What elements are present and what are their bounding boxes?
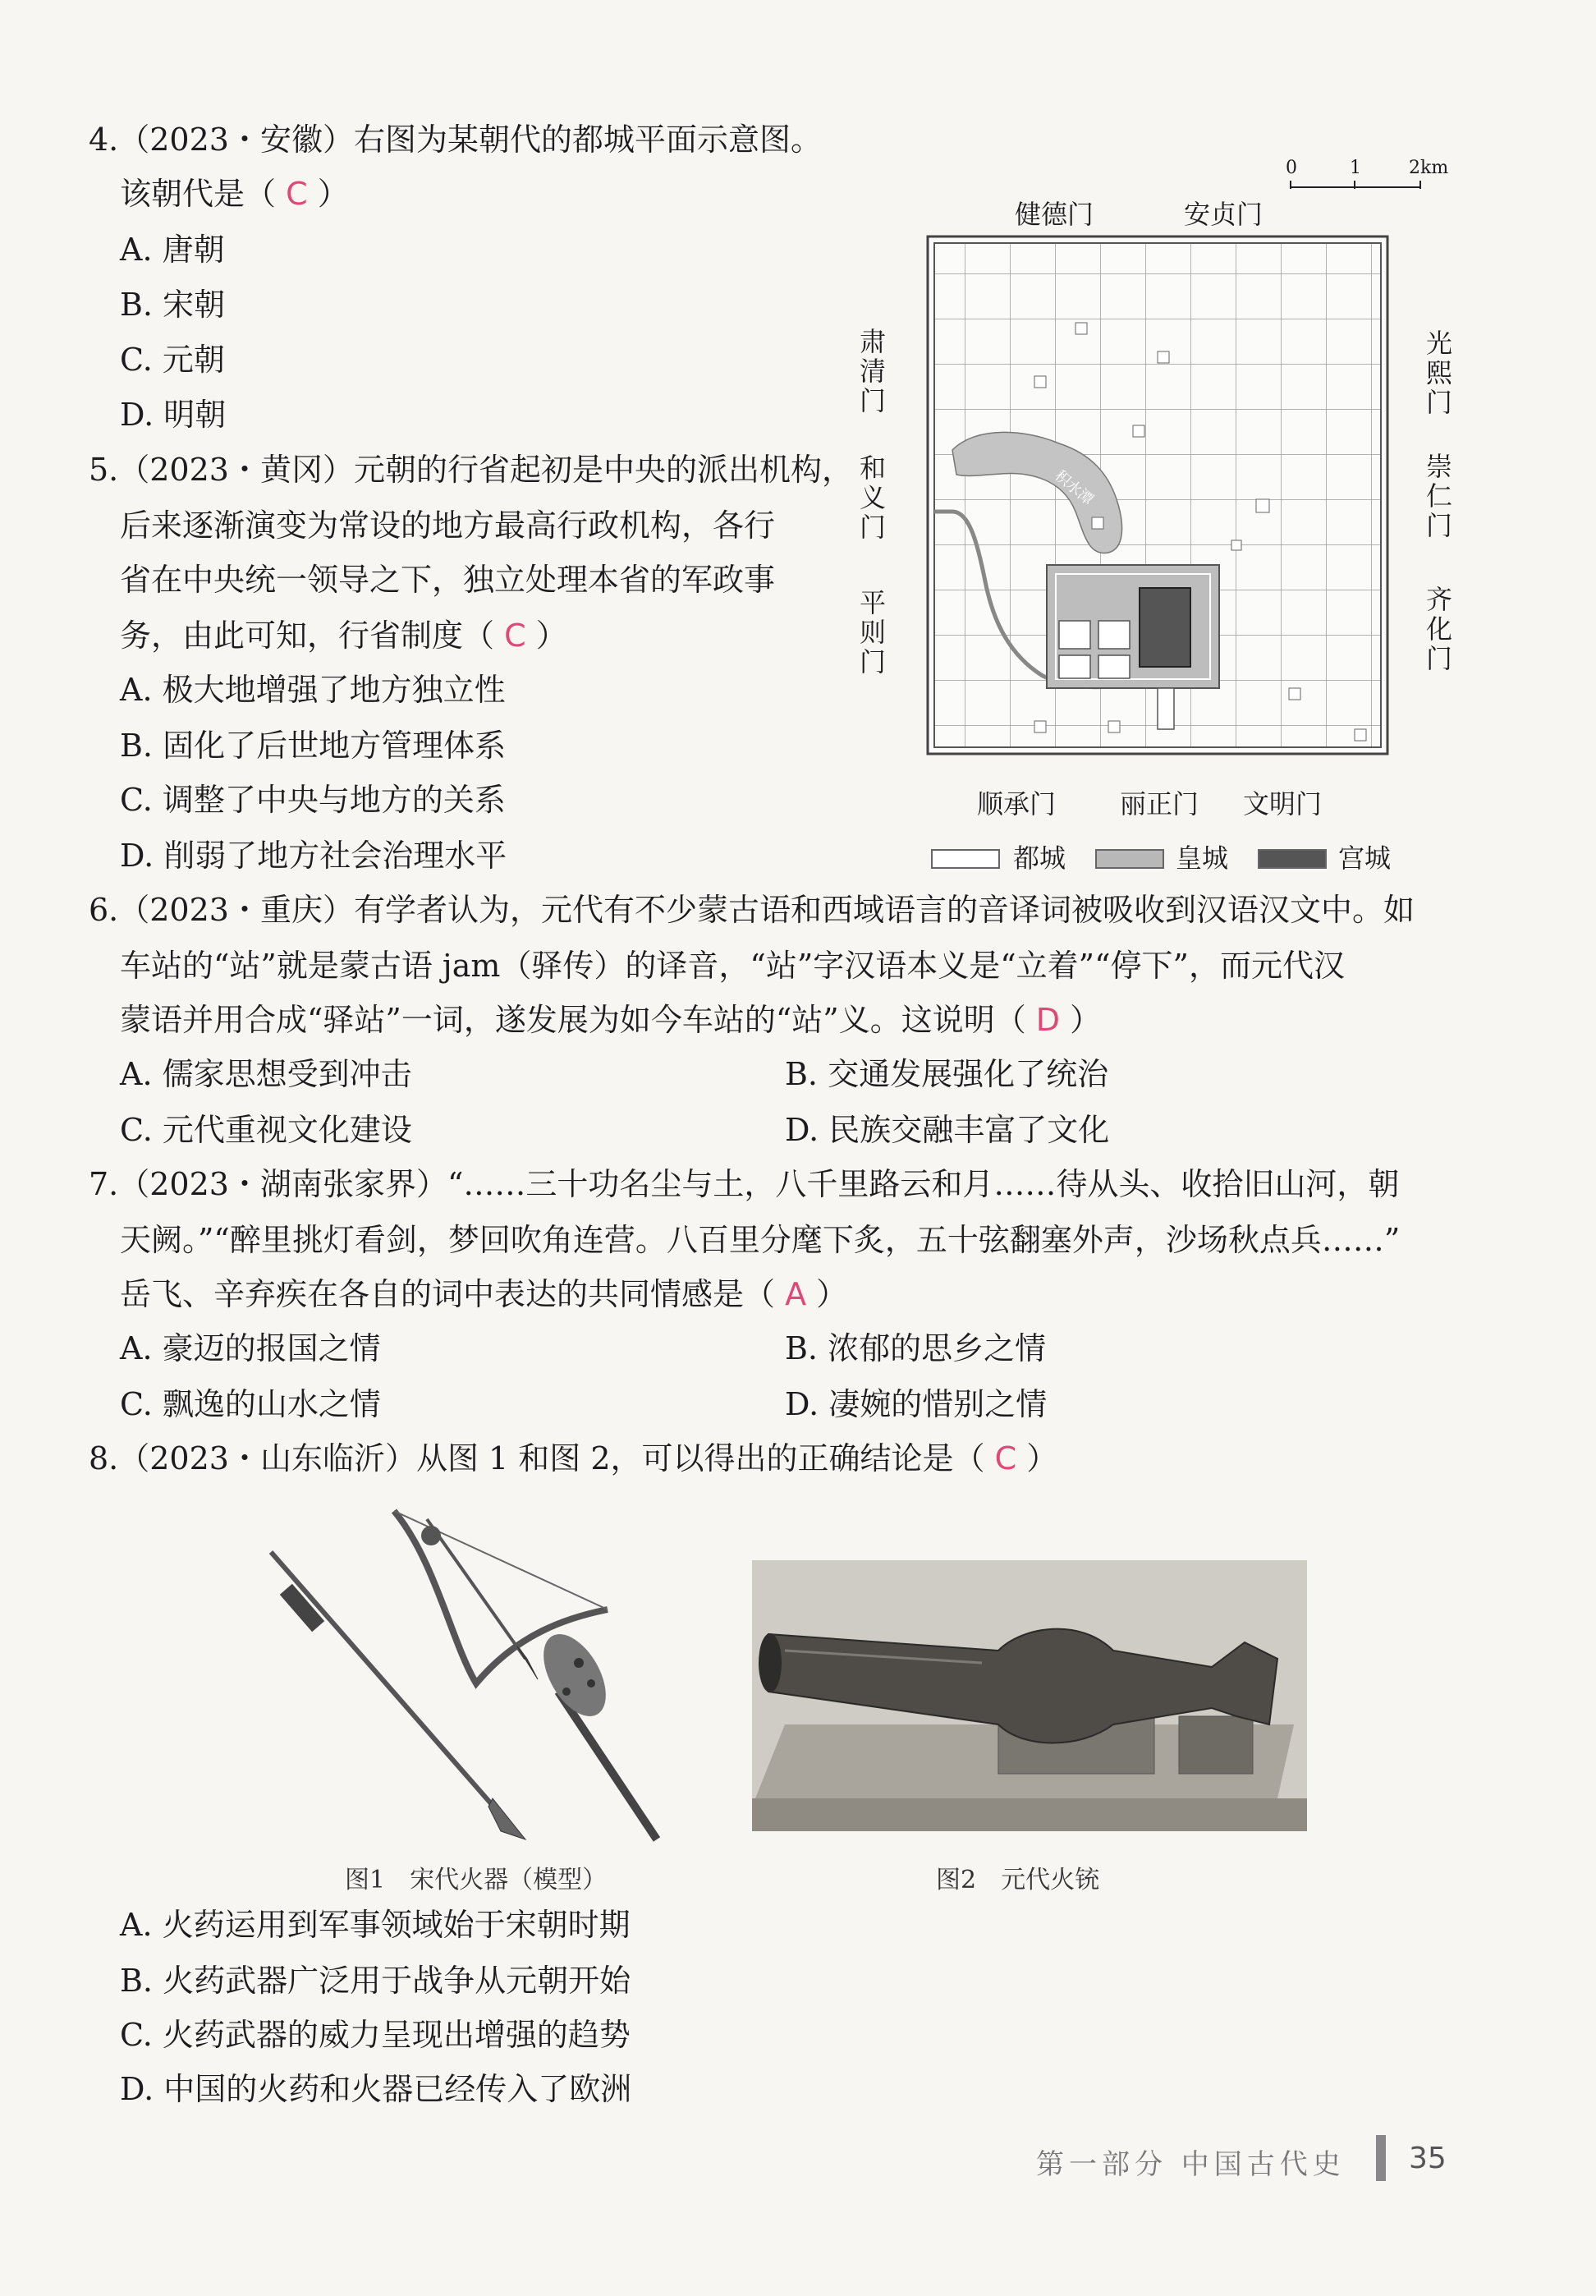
footer-section: 第一部分 中国古代史 — [1036, 2148, 1346, 2181]
q6-answer: D — [1035, 1002, 1061, 1038]
q5-suffix: ） — [525, 618, 567, 654]
fig2-caption: 图2 元代火铳 — [936, 1866, 1100, 1894]
q6-stem-line3 — [120, 1000, 1101, 1040]
q6-option-d: D. 民族交融丰富了文化 — [785, 1112, 1110, 1148]
q5-stem-line4 — [120, 616, 567, 655]
city-plan — [920, 228, 1396, 762]
q4-stem-line1: 4.（2023・安徽）右图为某朝代的都城平面示意图。 — [89, 122, 822, 158]
scale-tick-2km: 2km — [1409, 158, 1449, 178]
scale-tick-0: 0 — [1286, 158, 1297, 178]
q7-answer: A — [785, 1276, 807, 1312]
q7-option-d: D. 凄婉的惜别之情 — [785, 1386, 1048, 1422]
q6-option-a: A. 儒家思想受到冲击 — [120, 1056, 412, 1092]
legend-capital-swatch — [931, 849, 1000, 869]
scale-tick-1: 1 — [1350, 158, 1361, 178]
gate-lizheng: 丽正门 — [1120, 788, 1199, 820]
gate-jiande: 健德门 — [1015, 199, 1094, 230]
palace-city — [1140, 588, 1190, 667]
q4-option-c: C. 元朝 — [120, 342, 225, 378]
q6-stem-line1: 6.（2023・重庆）有学者认为，元代有不少蒙古语和西域语言的音译词被吸收到汉语汉文中。如 — [89, 892, 1415, 928]
legend-imperial-swatch — [1095, 849, 1164, 869]
q7-prefix: 岳飞、辛弃疾在各自的词中表达的共同情感是（ — [120, 1276, 786, 1312]
q5-stem-line3: 省在中央统一领导之下，独立处理本省的军政事 — [120, 562, 776, 598]
q5-option-d: D. 削弱了地方社会治理水平 — [120, 838, 507, 874]
gate-qihua: 齐化门 — [1425, 584, 1452, 674]
fig1-caption: 图1 宋代火器（模型） — [345, 1866, 608, 1894]
scale-bar — [1289, 179, 1429, 191]
q5-prefix: 务，由此可知，行省制度（ — [120, 618, 505, 654]
legend-imperial: 皇城 — [1176, 843, 1229, 874]
q5-answer: C — [504, 618, 526, 654]
q7-option-c: C. 飘逸的山水之情 — [120, 1386, 381, 1422]
q8-option-d: D. 中国的火药和火器已经传入了欧洲 — [120, 2071, 632, 2107]
q5-stem-line2: 后来逐渐演变为常设的地方最高行政机构，各行 — [120, 507, 776, 544]
q4-prefix: 该朝代是（ — [120, 176, 287, 212]
q4-option-a: A. 唐朝 — [120, 232, 225, 268]
gate-chongren: 崇仁门 — [1425, 451, 1452, 541]
gate-wenming: 文明门 — [1243, 788, 1323, 820]
q6-option-b: B. 交通发展强化了统治 — [785, 1056, 1109, 1092]
q6-option-c: C. 元代重视文化建设 — [120, 1112, 412, 1148]
q7-stem-line3 — [120, 1274, 847, 1314]
q8-stem — [89, 1439, 1057, 1478]
q4-option-b: B. 宋朝 — [120, 287, 226, 323]
gate-pingze: 平则门 — [859, 587, 886, 677]
legend-palace: 宫城 — [1338, 843, 1392, 874]
q7-stem-line1: 7.（2023・湖南张家界）“……三十功名尘与土，八千里路云和月……待从头、收拾旧山河，朝 — [89, 1166, 1400, 1202]
fig1-song-weapons — [255, 1495, 714, 1848]
q8-option-a: A. 火药运用到军事领域始于宋朝时期 — [120, 1907, 631, 1943]
q5-stem-line1: 5.（2023・黄冈）元朝的行省起初是中央的派出机构， — [89, 452, 853, 488]
q4-answer: C — [286, 176, 308, 212]
q7-suffix: ） — [806, 1276, 848, 1312]
q6-stem-line2: 车站的“站”就是蒙古语 jam（驿传）的译音，“站”字汉语本义是“立着”“停下”，而元代汉 — [120, 948, 1345, 984]
q6-suffix: ） — [1060, 1002, 1102, 1038]
page-number: 35 — [1409, 2142, 1447, 2175]
footer-divider — [1376, 2135, 1386, 2181]
gate-shuncheng: 顺承门 — [977, 788, 1057, 820]
cannon-illustration — [752, 1560, 1307, 1831]
q5-option-c: C. 调整了中央与地方的关系 — [120, 782, 506, 818]
gate-anzhen: 安贞门 — [1184, 199, 1264, 230]
legend-palace-swatch — [1258, 849, 1327, 869]
gate-heyi: 和义门 — [859, 452, 886, 543]
q8-suffix: ） — [1016, 1440, 1058, 1476]
q7-stem-line2: 天阙。”“醉里挑灯看剑，梦回吹角连营。八百里分麾下炙，五十弦翻塞外声，沙场秋点兵……” — [120, 1222, 1401, 1258]
lake-label: 积水潭 — [1051, 466, 1097, 509]
fig2-yuan-cannon-photo — [752, 1560, 1307, 1831]
q4-option-d: D. 明朝 — [120, 397, 227, 433]
gate-guangxi: 光熙门 — [1425, 328, 1452, 418]
q4-suffix: ） — [307, 176, 349, 212]
q7-option-a: A. 豪迈的报国之情 — [120, 1330, 381, 1366]
q4-stem-line2 — [120, 174, 349, 214]
q8-option-c: C. 火药武器的威力呈现出增强的趋势 — [120, 2017, 631, 2053]
gate-suqing: 肃清门 — [859, 326, 886, 416]
legend-capital: 都城 — [1013, 843, 1066, 874]
q5-option-a: A. 极大地增强了地方独立性 — [120, 672, 506, 708]
q8-prefix: 8.（2023・山东临沂）从图 1 和图 2，可以得出的正确结论是（ — [89, 1440, 995, 1476]
q7-option-b: B. 浓郁的思乡之情 — [785, 1330, 1047, 1366]
q8-answer: C — [994, 1440, 1017, 1476]
q5-option-b: B. 固化了后世地方管理体系 — [120, 728, 507, 764]
q6-prefix: 蒙语并用合成“驿站”一词，遂发展为如今车站的“站”义。这说明（ — [120, 1002, 1036, 1038]
q8-option-b: B. 火药武器广泛用于战争从元朝开始 — [120, 1963, 631, 1999]
